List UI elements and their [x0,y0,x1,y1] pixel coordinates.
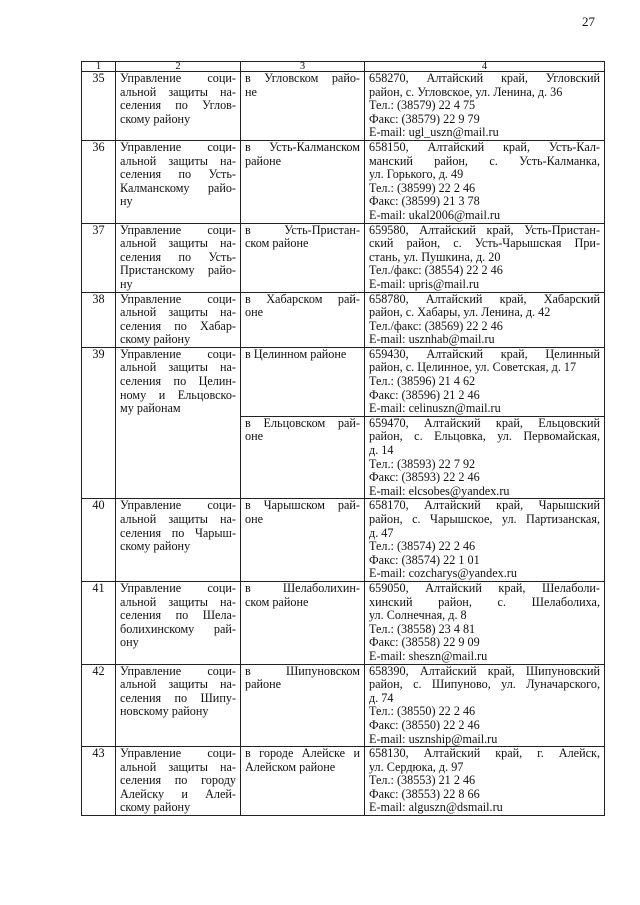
phone-line: Тел.: (38553) 21 2 46 [369,773,476,788]
address-line: д. 47 [369,525,394,540]
organization-name-line: альной защиты на- [120,360,236,375]
contact-details [365,499,605,582]
organization-name-line: му районам [120,401,181,416]
contact-details [365,140,605,223]
service-area-line: оне [245,512,264,526]
email-line[interactable]: E-mail: ugl_uszn@mail.ru [369,125,499,140]
fax-line: Факс: (38574) 22 1 01 [369,552,480,567]
organization-name-line: селения по городу [120,773,236,788]
address-line: 659050, Алтайский край, Шелаболи- [369,580,600,595]
organization-name [116,140,241,223]
address-line: ул. Сердюка, д. 97 [369,759,464,774]
phone-line: Тел.: (38574) 22 2 46 [369,539,476,554]
phone-line: Тел.: (38550) 22 2 46 [369,704,476,719]
service-area [241,140,365,223]
table-row [82,292,605,347]
table-row [82,581,605,664]
organization-name-line: селения по Целин- [120,374,236,389]
organization-name-line: селения по Чарыш- [120,525,236,540]
email-line[interactable]: E-mail: elcsobes@yandex.ru [369,483,510,498]
table-row [82,664,605,747]
organization-name-line: селения по Шипу- [120,690,236,705]
table-row [82,747,605,816]
organization-name-line: скому району [120,539,191,554]
address-line: район, с. Хабары, ул. Ленина, д. 42 [369,305,551,320]
organization-name [116,499,241,582]
address-line: ский район, с. Усть-Чарышская При- [369,236,600,251]
service-area-line: в Усть-Пристан- [245,222,360,237]
organization-name-line: Управление соци- [120,222,236,237]
organization-name-line: скому району [120,800,191,815]
email-line[interactable]: E-mail: celinuszn@mail.ru [369,401,501,416]
contact-details [365,581,605,664]
service-area-line: в Угловском райо- [245,71,360,85]
social-protection-directory-table [81,61,605,816]
service-area-line: Алейском районе [245,759,336,774]
organization-name [116,72,241,141]
address-line: 658170, Алтайский край, Чарышский [369,498,600,513]
service-area-line: районе [245,677,282,692]
fax-line: Факс: (38550) 22 2 46 [369,717,480,732]
fax-line: Факс: (38558) 22 9 09 [369,635,480,650]
organization-name-line: Калманскому райо- [120,180,236,195]
service-area-line: в Усть-Калманском [245,139,360,154]
service-area-line: ском районе [245,594,309,609]
organization-name-line: селения по Шела- [120,608,236,623]
service-area-line: в Ельцовском рай- [245,415,360,430]
fax-line: Факс: (38579) 22 9 79 [369,111,480,126]
phone-line: Тел.: (38579) 22 4 75 [369,98,476,113]
email-line[interactable]: E-mail: cozcharys@yandex.ru [369,566,517,581]
service-area [241,416,365,499]
organization-name-line: Управление соци- [120,139,236,154]
organization-name [116,347,241,499]
organization-name-line: альной защиты на- [120,305,236,320]
address-line: хинский район, с. Шелаболиха, [369,594,600,609]
service-area-line: в Чарышском рай- [245,498,360,513]
address-line: район, с. Чарышское, ул. Партизанская, [369,512,600,526]
organization-name-line: Управление соци- [120,71,236,85]
service-area-line: оне [245,305,264,320]
fax-line: Факс: (38596) 21 2 46 [369,387,480,402]
organization-name-line: альной защиты на- [120,512,236,526]
address-line: д. 74 [369,690,394,705]
table-row [82,499,605,582]
column-number: 2 [116,62,241,72]
table-row [82,347,605,416]
service-area [241,347,365,416]
organization-name-line: Управление соци- [120,291,236,306]
column-number: 4 [365,62,605,72]
service-area [241,581,365,664]
organization-name-line: ному и Ельцовско- [120,387,236,402]
organization-name-line: скому району [120,111,191,126]
row-number: 41 [82,581,116,664]
organization-name-line: ону [120,635,139,650]
service-area [241,747,365,816]
column-number: 3 [241,62,365,72]
email-line[interactable]: E-mail: sheszn@mail.ru [369,648,488,663]
service-area-line: в городе Алейске и [245,746,360,761]
organization-name-line: болихинскому рай- [120,621,236,636]
row-number: 36 [82,140,116,223]
service-area [241,292,365,347]
contact-details [365,347,605,416]
organization-name-line: альной защиты на- [120,236,236,251]
phone-line: Тел./факс: (38569) 22 2 46 [369,318,503,333]
service-area-line: в Шелаболихин- [245,580,360,595]
organization-name-line: Управление соци- [120,580,236,595]
address-line: 658780, Алтайский край, Хабарский [369,291,600,306]
service-area [241,664,365,747]
phone-line: Тел.: (38558) 23 4 81 [369,621,476,636]
address-line: район, с. Угловское, ул. Ленина, д. 36 [369,84,563,99]
row-number: 43 [82,747,116,816]
contact-details [365,72,605,141]
service-area-line: районе [245,153,282,168]
row-number: 42 [82,664,116,747]
address-line: 659430, Алтайский край, Целинный [369,346,600,361]
address-line: д. 14 [369,443,394,458]
service-area-line: оне [245,429,264,444]
contact-details [365,747,605,816]
phone-line: Тел.: (38599) 22 2 46 [369,180,476,195]
organization-name-line: селения по Хабар- [120,318,236,333]
organization-name-line: селения по Углов- [120,98,236,113]
organization-name-line: Управление соци- [120,346,236,361]
organization-name [116,581,241,664]
address-line: район, с. Шипуново, ул. Луначарского, [369,677,600,692]
address-line: 659470, Алтайский край, Ельцовский [369,415,600,430]
organization-name-line: ну [120,276,133,291]
phone-line: Тел.: (38596) 21 4 62 [369,374,476,389]
address-line: 658390, Алтайский край, Шипуновский [369,663,600,678]
row-number: 39 [82,347,116,499]
service-area-line: не [245,84,257,99]
organization-name [116,747,241,816]
organization-name-line: альной защиты на- [120,84,236,99]
organization-name-line: альной защиты на- [120,594,236,609]
table-row [82,72,605,141]
organization-name-line: Алейску и Алей- [120,786,236,801]
address-line: манский район, с. Усть-Калманка, [369,153,600,168]
service-area-line: в Целинном районе [245,346,347,361]
organization-name-line: селения по Усть- [120,249,236,264]
address-line: район, с. Целинное, ул. Советская, д. 17 [369,360,577,375]
fax-line: Факс: (38553) 22 8 66 [369,786,480,801]
column-number-row [82,62,605,72]
organization-name [116,292,241,347]
service-area [241,223,365,292]
fax-line: Факс: (38593) 22 2 46 [369,470,480,485]
service-area [241,72,365,141]
organization-name [116,223,241,292]
address-line: 658130, Алтайский край, г. Алейск, [369,746,600,761]
row-number: 37 [82,223,116,292]
organization-name-line: Управление соци- [120,498,236,513]
contact-details [365,292,605,347]
organization-name-line: Управление соци- [120,663,236,678]
address-line: 658150, Алтайский край, Усть-Кал- [369,139,600,154]
contact-details [365,416,605,499]
row-number: 38 [82,292,116,347]
table-row [82,140,605,223]
service-area-line: ском районе [245,236,309,251]
email-line[interactable]: E-mail: alguszn@dsmail.ru [369,800,503,815]
organization-name-line: альной защиты на- [120,677,236,692]
table-body [82,72,605,816]
organization-name-line: Управление соци- [120,746,236,761]
service-area [241,499,365,582]
organization-name-line: новскому району [120,704,209,719]
email-line[interactable]: E-mail: usznship@mail.ru [369,731,498,746]
email-line[interactable]: E-mail: upris@mail.ru [369,276,480,291]
organization-name-line: альной защиты на- [120,759,236,774]
column-number: 1 [82,62,116,72]
email-line[interactable]: E-mail: ukal2006@mail.ru [369,207,501,222]
phone-line: Тел.: (38593) 22 7 92 [369,456,476,471]
row-number: 40 [82,499,116,582]
organization-name-line: Пристанскому райо- [120,263,236,278]
email-line[interactable]: E-mail: usznhab@mail.ru [369,332,495,347]
service-area-line: в Шипуновском [245,663,360,678]
table-row [82,223,605,292]
address-line: ул. Солнечная, д. 8 [369,608,467,623]
organization-name [116,664,241,747]
organization-name-line: скому району [120,332,191,347]
address-line: 658270, Алтайский край, Угловский [369,71,600,85]
organization-name-line: альной защиты на- [120,153,236,168]
organization-name-line: селения по Усть- [120,167,236,182]
service-area-line: в Хабарском рай- [245,291,360,306]
address-line: 659580, Алтайский край, Усть-Пристан- [369,222,600,237]
contact-details [365,664,605,747]
fax-line: Факс: (38599) 21 3 78 [369,194,480,209]
address-line: ул. Горького, д. 49 [369,167,464,182]
address-line: район, с. Ельцовка, ул. Первомайская, [369,429,600,444]
row-number: 35 [82,72,116,141]
organization-name-line: ну [120,194,133,209]
phone-line: Тел./факс: (38554) 22 2 46 [369,263,503,278]
contact-details [365,223,605,292]
address-line: стань, ул. Пушкина, д. 20 [369,249,501,264]
page-number: 27 [582,14,595,29]
